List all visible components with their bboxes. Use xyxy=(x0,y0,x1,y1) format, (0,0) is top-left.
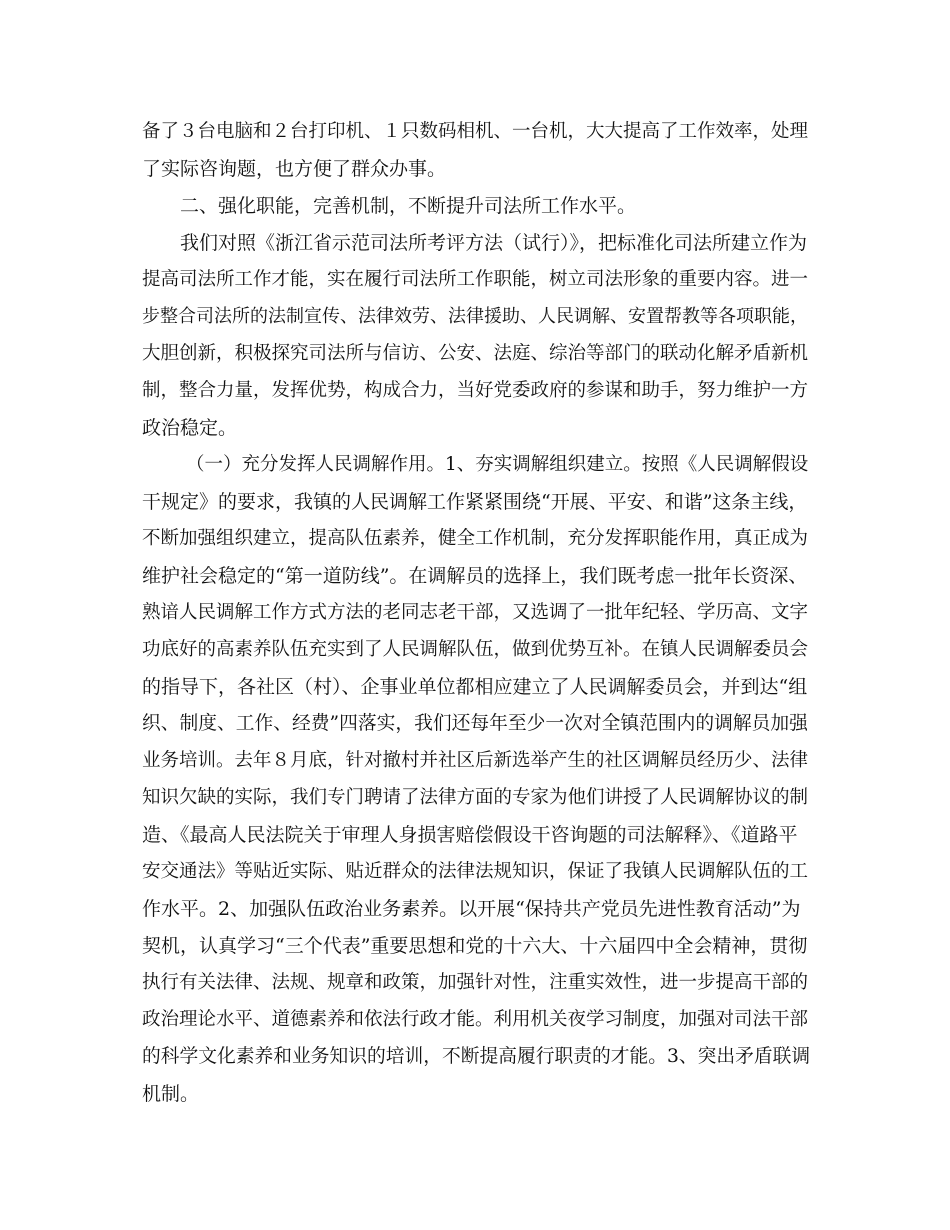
paragraph-4-line-9: 业务培训。去年８月底，针对撤村并社区后新选举产生的社区调解员经历少、法律 xyxy=(142,750,809,771)
paragraph-4-line-3: 不断加强组织建立，提高队伍素养，健全工作机制，充分发挥职能作用，真正成为 xyxy=(142,528,809,549)
paragraph-4-line-8: 织、制度、工作、经费”四落实，我们还每年至少一次对全镇范围内的调解员加强 xyxy=(142,713,808,734)
paragraph-4-line-18: 机制。 xyxy=(142,1083,200,1105)
paragraph-3-line-5: 制，整合力量，发挥优势，构成合力，当好党委政府的参谋和助手，努力维护一方 xyxy=(142,380,809,401)
paragraph-4-line-11: 造、《最高人民法院关于审理人身损害赔偿假设干咨询题的司法解释》、《道路平 xyxy=(142,824,798,846)
paragraph-4-line-17: 的科学文化素养和业务知识的培训，不断提高履行职责的才能。3、突出矛盾联调 xyxy=(142,1046,811,1067)
paragraph-3-line-3: 步整合司法所的法制宣传、法律效劳、法律援助、人民调解、安置帮教等各项职能， xyxy=(142,306,808,327)
paragraph-4-line-5: 熟谙人民调解工作方式方法的老同志老干部，又选调了一批年纪轻、学历高、文字 xyxy=(142,602,809,623)
paragraph-4-line-13: 作水平。2、加强队伍政治业务素养。以开展“保持共产党员先进性教育活动”为 xyxy=(142,898,801,920)
paragraph-4-line-14: 契机，认真学习“三个代表”重要思想和党的十六大、十六届四中全会精神，贯彻 xyxy=(142,935,808,957)
paragraph-1-line-1: 备了３台电脑和２台打印机、１只数码相机、一台机，大大提高了工作效率，处理 xyxy=(142,121,809,142)
paragraph-4-line-12: 安交通法》等贴近实际、贴近群众的法律法规知识，保证了我镇人民调解队伍的工 xyxy=(142,861,809,882)
paragraph-4-line-1: （一）充分发挥人民调解作用。1、夯实调解组织建立。按照《人民调解假设 xyxy=(186,454,809,475)
paragraph-4-line-16: 政治理论水平、道德素养和依法行政才能。利用机关夜学习制度，加强对司法干部 xyxy=(142,1009,809,1030)
section-heading: 二、强化职能，完善机制，不断提升司法所工作水平。 xyxy=(180,195,637,217)
paragraph-4-line-7: 的指导下，各社区（村）、企事业单位都相应建立了人民调解委员会，并到达“组 xyxy=(142,676,808,698)
paragraph-4-line-4: 维护社会稳定的“第一道防线”。在调解员的选择上，我们既考虑一批年长资深、 xyxy=(142,565,808,587)
paragraph-3-line-4: 大胆创新，积极探究司法所与信访、公安、法庭、综治等部门的联动化解矛盾新机 xyxy=(142,343,809,364)
paragraph-3-line-2: 提高司法所工作才能，实在履行司法所工作职能，树立司法形象的重要内容。进一 xyxy=(142,269,809,290)
paragraph-4-line-2: 干规定》的要求，我镇的人民调解工作紧紧围绕“开展、平安、和谐”这条主线， xyxy=(142,491,808,513)
paragraph-1-line-2: 了实际咨询题，也方便了群众办事。 xyxy=(142,158,447,180)
paragraph-4-line-6: 功底好的高素养队伍充实到了人民调解队伍，做到优势互补。在镇人民调解委员会 xyxy=(142,639,809,660)
paragraph-3-line-6: 政治稳定。 xyxy=(142,417,238,439)
paragraph-4-line-10: 知识欠缺的实际，我们专门聘请了法律方面的专家为他们讲授了人民调解协议的制 xyxy=(142,787,809,808)
paragraph-3-line-1: 我们对照《浙江省示范司法所考评方法（试行）》，把标准化司法所建立作为 xyxy=(180,232,808,254)
paragraph-4-line-15: 执行有关法律、法规、规章和政策，加强针对性，注重实效性，进一步提高干部的 xyxy=(142,972,809,993)
